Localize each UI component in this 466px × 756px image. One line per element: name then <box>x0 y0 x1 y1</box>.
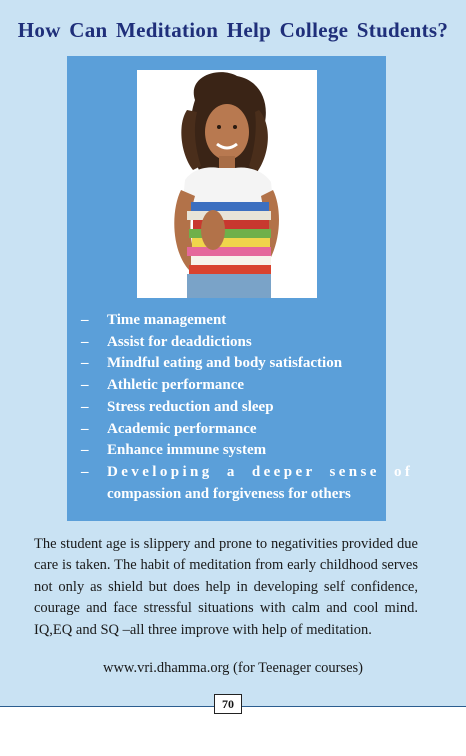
student-holding-books-illustration <box>137 70 317 298</box>
list-item-label: Time management <box>107 312 227 328</box>
dash-marker: – <box>81 398 89 415</box>
list-item <box>77 332 377 354</box>
list-item <box>77 310 377 332</box>
dash-marker: – <box>81 377 89 394</box>
list-item-label: Assist for deaddictions <box>107 333 252 350</box>
list-item <box>77 353 377 375</box>
list-item-label-line2: compassion and forgiveness for others <box>107 485 351 502</box>
list-item <box>77 419 377 441</box>
body-paragraph: The student age is slippery and prone to negativities provided due care is taken. The habit of meditation from early childhood serves not only as shield but does help in developing self confidence, courage and face stressful situations with calm and cool mind. IQ,EQ and SQ –all three improve with help of meditation. <box>34 536 418 638</box>
dash-marker: – <box>81 420 89 437</box>
list-item-label: Stress reduction and sleep <box>107 398 274 415</box>
page-title: How Can Meditation Help College Students? <box>17 18 449 42</box>
benefits-list <box>77 310 414 505</box>
dash-marker: – <box>81 312 89 328</box>
dash-marker: – <box>81 442 89 459</box>
list-item <box>77 397 377 419</box>
dash-marker: – <box>81 333 89 350</box>
list-item-label: Mindful eating and body satisfaction <box>107 355 343 372</box>
list-item-label-line1: Developing a deeper sense of <box>107 463 414 480</box>
page-margin <box>0 707 466 756</box>
list-item-label: Academic performance <box>107 420 257 437</box>
student-photo <box>137 70 317 298</box>
page-number-box: 70 <box>214 694 242 714</box>
dash-marker: – <box>81 355 89 372</box>
dash-marker: – <box>81 463 89 480</box>
website-reference: www.vri.dhamma.org (for Teenager courses) <box>102 660 364 676</box>
list-item <box>77 440 377 462</box>
list-item-label: Enhance immune system <box>107 442 267 459</box>
list-item <box>77 375 377 397</box>
list-item <box>77 462 414 505</box>
list-item-label: Athletic performance <box>107 377 245 394</box>
